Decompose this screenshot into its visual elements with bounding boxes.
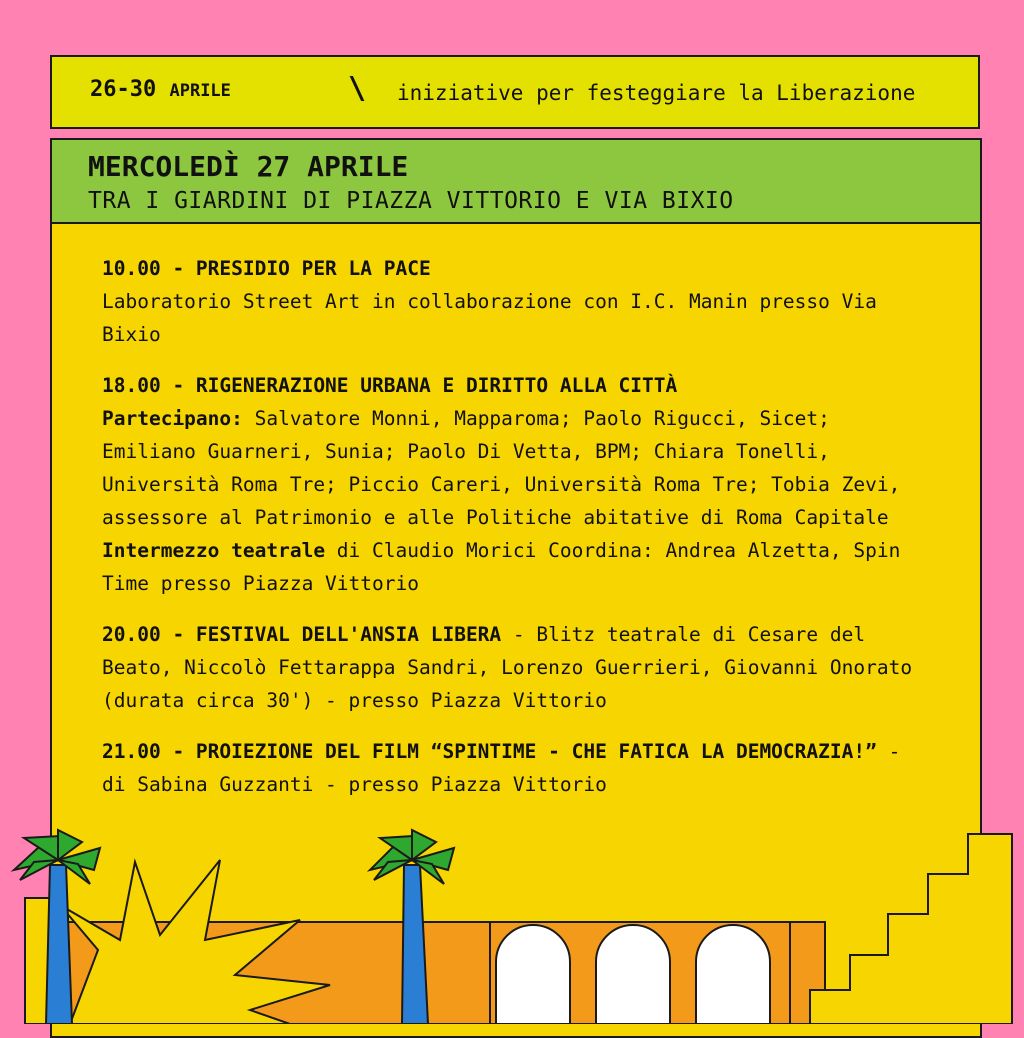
date-range-days: 26-30 (90, 77, 157, 102)
day-title: MERCOLEDÌ 27 APRILE (88, 150, 409, 183)
day-location: TRA I GIARDINI DI PIAZZA VITTORIO E VIA BIXIO (88, 188, 734, 214)
event-item (102, 618, 922, 717)
intermezzo-label: Intermezzo teatrale (102, 539, 326, 562)
illustration-scene (0, 820, 1024, 1024)
event-line (102, 618, 922, 717)
event-item (102, 252, 922, 351)
event-title: 18.00 - RIGENERAZIONE URBANA E DIRITTO ALLA CITTÀ (102, 374, 678, 397)
event-title: 20.00 - FESTIVAL DELL'ANSIA LIBERA (102, 623, 502, 646)
header-subtitle: iniziative per festeggiare la Liberazione (397, 81, 916, 105)
event-description: Laboratorio Street Art in collaborazione con I.C. Manin presso Via Bixio (102, 290, 877, 346)
event-list (102, 252, 922, 819)
date-range-month: APRILE (169, 81, 231, 101)
date-range (90, 77, 231, 102)
header-bar (50, 55, 980, 129)
staircase-icon (810, 834, 1012, 1024)
day-header (52, 140, 980, 224)
intermezzo-text: di Claudio Morici Coordina: Andrea Alzetta, Spin Time presso Piazza Vittorio (102, 539, 901, 595)
event-item (102, 369, 922, 600)
event-description: - Blitz teatrale di Cesare del Beato, Niccolò Fettarappa Sandri, Lorenzo Guerrieri, Giovanni Onorato (durata circa 30') - presso Piazza Vittorio (102, 623, 913, 712)
arches-building-icon (490, 922, 790, 1024)
participants-list: Salvatore Monni, Mapparoma; Paolo Rigucci, Sicet; Emiliano Guarneri, Sunia; Paolo Di Vetta, BPM; Chiara Tonelli, Università Roma Tre; Piccio Careri, Università Roma Tre; Tobia Zevi, assessore al Patrimonio e alle Politiche abitative di Roma Capitale (102, 407, 901, 529)
event-intermezzo (102, 534, 922, 600)
event-line (102, 735, 922, 801)
event-title: 21.00 - PROIEZIONE DEL FILM “SPINTIME - CHE FATICA LA DEMOCRAZIA!” (102, 740, 877, 763)
header-separator: \ (348, 71, 367, 106)
event-description: - di Sabina Guzzanti - presso Piazza Vittorio (102, 740, 901, 796)
event-title: 10.00 - PRESIDIO PER LA PACE (102, 257, 431, 280)
event-participants (102, 402, 922, 534)
participants-label: Partecipano: (102, 407, 243, 430)
event-item (102, 735, 922, 801)
